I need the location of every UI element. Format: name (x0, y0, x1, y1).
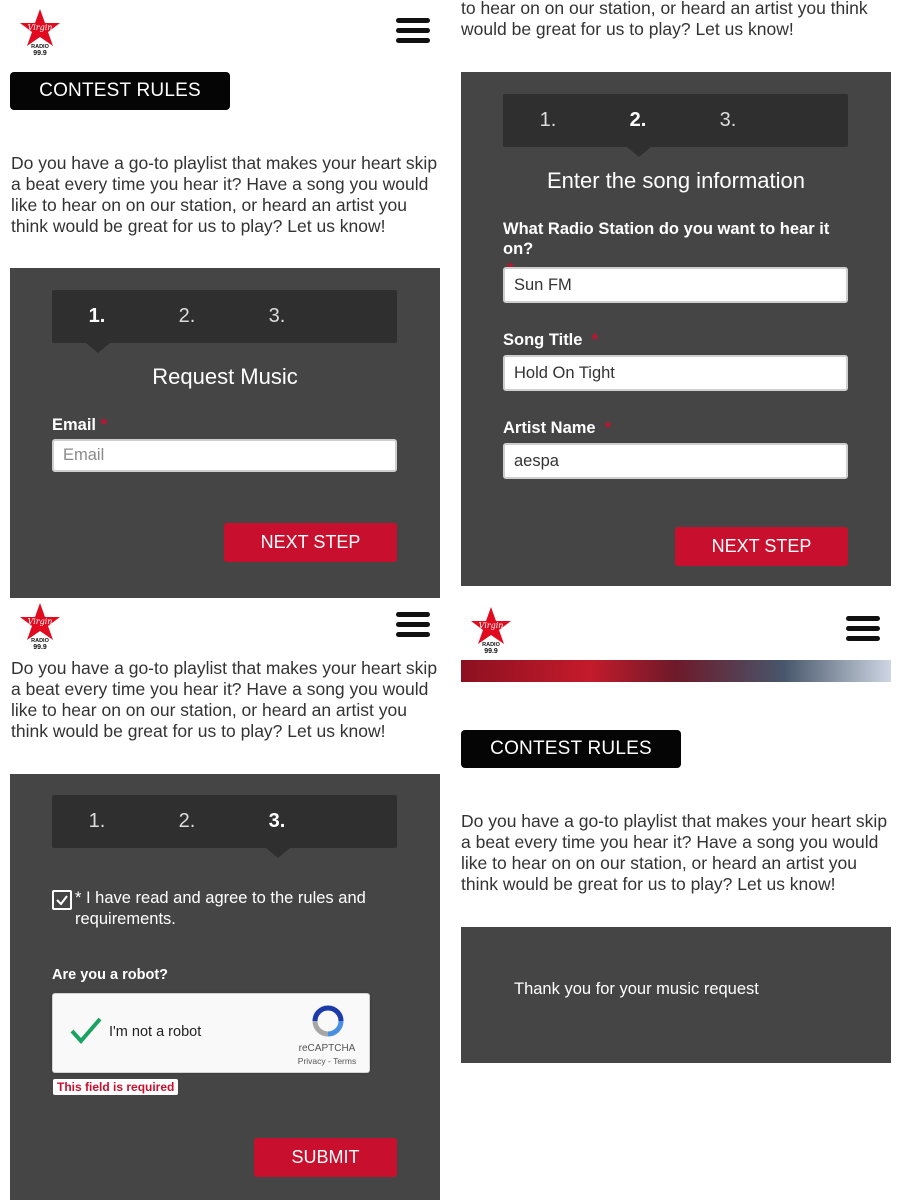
virgin-radio-logo[interactable] (469, 606, 513, 654)
robot-question: Are you a robot? (52, 967, 169, 983)
captcha-error: This field is required (53, 1079, 178, 1095)
captcha-links[interactable]: Privacy - Terms (297, 1056, 357, 1066)
logo-wordmark: Virgin (27, 23, 53, 32)
required-mark: * (100, 416, 108, 434)
confirmation-panel (461, 927, 891, 1063)
screenshot-step-1 (0, 0, 450, 598)
submit-button[interactable]: SUBMIT (254, 1138, 397, 1177)
screenshot-step-2 (450, 0, 900, 598)
song-info-panel (461, 72, 891, 586)
intro-text: Do you have a go-to playlist that makes your heart skip a beat every time you hear it? Have a song you would like to hear on on our station, or heard an artist you think would be great for us to play? Let us know! (11, 153, 438, 236)
active-step-caret (86, 343, 110, 353)
step-indicator (52, 290, 397, 343)
active-step-caret (627, 147, 651, 157)
request-form-panel (10, 268, 440, 598)
hamburger-menu-icon[interactable] (846, 616, 880, 642)
step-indicator (503, 94, 848, 147)
agree-checkbox[interactable] (52, 890, 72, 910)
contest-rules-button[interactable]: CONTEST RULES (10, 72, 230, 110)
step-indicator (52, 795, 397, 848)
step-3: 3. (268, 305, 286, 327)
step-3: 3. (719, 109, 737, 131)
email-input[interactable]: Email (52, 439, 397, 472)
artist-name-label: Artist Name * (503, 419, 612, 437)
recaptcha-widget (52, 993, 370, 1073)
step-2: 2. (178, 810, 196, 832)
logo-frequency: 99.9 (33, 50, 47, 56)
agreement-panel (10, 774, 440, 1200)
active-step-caret (266, 848, 290, 858)
required-mark: * (591, 331, 599, 349)
captcha-brand: reCAPTCHA (298, 1043, 356, 1054)
logo-station: RADIO (482, 642, 500, 648)
intro-text: Do you have a go-to playlist that makes your heart skip a beat every time you hear it? Have a song you would like to hear on on our station, or heard an artist you think would be great for us to play? Let us know! (11, 658, 438, 741)
hamburger-menu-icon[interactable] (396, 18, 430, 44)
hero-image-strip (461, 660, 891, 682)
step-1: 1. (88, 810, 106, 832)
hamburger-menu-icon[interactable] (396, 612, 430, 638)
artist-name-input[interactable]: aespa (503, 443, 848, 479)
captcha-checkmark-icon[interactable] (69, 1016, 103, 1046)
next-step-button[interactable]: NEXT STEP (224, 523, 397, 562)
step-1: 1. (539, 109, 557, 131)
logo-frequency: 99.9 (484, 648, 498, 654)
contest-rules-button[interactable]: CONTEST RULES (461, 730, 681, 768)
logo-station: RADIO (31, 44, 49, 50)
logo-wordmark: Virgin (27, 617, 53, 626)
agree-text: * I have read and agree to the rules and requirements. (75, 889, 366, 928)
recaptcha-logo-icon (311, 1004, 345, 1038)
station-input[interactable]: Sun FM (503, 267, 848, 303)
next-step-button[interactable]: NEXT STEP (675, 527, 848, 566)
station-label: What Radio Station do you want to hear it on? (503, 219, 863, 279)
intro-text: Do you have a go-to playlist that makes your heart skip a beat every time you hear it? Have a song you would like to hear on on our station, or heard an artist you think would be great for us to play? Let us know! (461, 811, 888, 894)
screenshot-confirmation (450, 598, 900, 1200)
step-1: 1. (88, 305, 106, 327)
logo-wordmark: Virgin (478, 621, 504, 630)
song-title-label: Song Title * (503, 331, 599, 349)
form-title: Request Music (152, 364, 298, 389)
checkmark-icon (55, 893, 69, 907)
virgin-radio-logo[interactable] (18, 8, 62, 56)
screenshot-step-3 (0, 598, 450, 1200)
thanks-message: Thank you for your music request (514, 980, 759, 998)
logo-station: RADIO (31, 638, 49, 644)
captcha-label: I'm not a robot (109, 1024, 202, 1040)
form-title: Enter the song information (546, 168, 806, 193)
step-3: 3. (268, 810, 286, 832)
agree-row (52, 888, 392, 930)
virgin-radio-logo[interactable] (18, 602, 62, 650)
song-title-input[interactable]: Hold On Tight (503, 355, 848, 391)
step-2: 2. (629, 109, 647, 131)
required-mark: * (604, 419, 612, 437)
intro-text-partial: to hear on on our station, or heard an artist you think would be great for us to play? Let us know! (461, 0, 868, 39)
step-2: 2. (178, 305, 196, 327)
logo-frequency: 99.9 (33, 644, 47, 650)
email-label: Email * (52, 416, 108, 434)
